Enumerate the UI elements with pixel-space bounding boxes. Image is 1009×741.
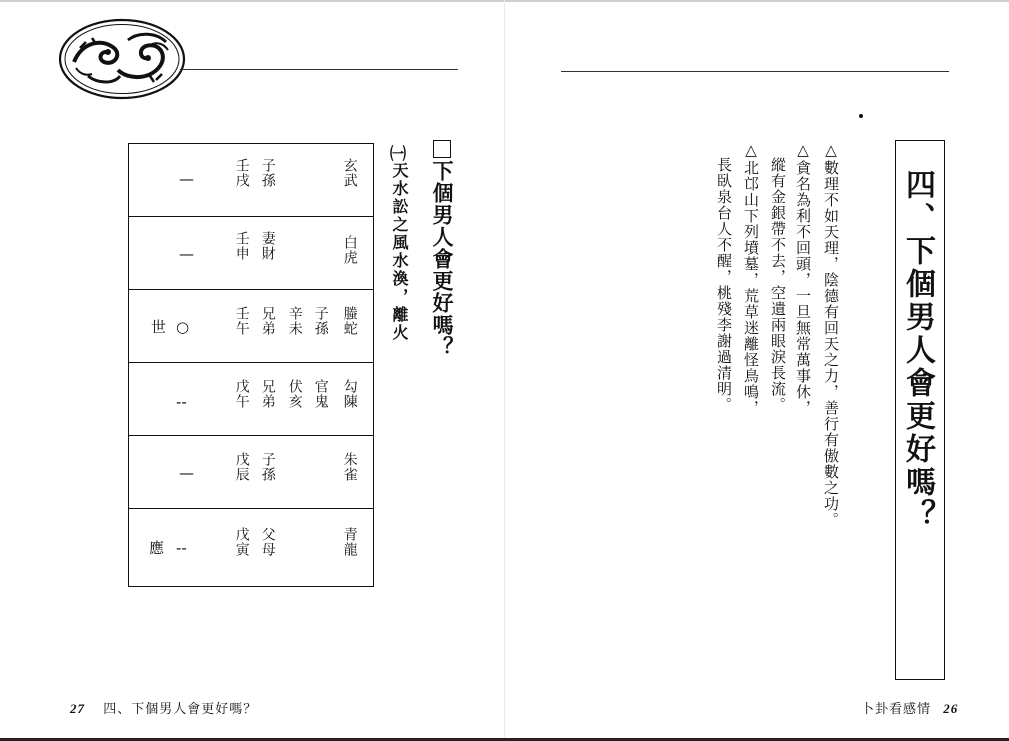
right-header-rule [561,71,949,72]
sub-title [390,146,408,342]
relation: 兄弟 [259,379,276,409]
bullet-dot [859,114,863,118]
six-spirit: 朱雀 [341,452,358,482]
right-page-footer [861,698,958,717]
right-running-title: 卜卦看感情 [861,701,932,716]
left-running-title: 四、下個男人會更好嗎？ [103,701,258,716]
left-page-footer [70,698,257,717]
section-marker-box [433,140,451,158]
yao-line: — [179,170,194,188]
relation: 父母 [259,527,276,557]
hidden-stem-branch: 辛未 [286,306,303,336]
hidden-relation: 官鬼 [312,379,329,409]
moving-yao-circle: ○ [176,318,190,336]
page-gutter [504,0,505,741]
hexagram-table [128,143,374,587]
relation: 兄弟 [259,306,276,336]
six-spirit: 白虎 [341,235,358,265]
chapter-title: 四、下個男人會更好嗎？ [900,169,935,532]
verse-3: 縱有金銀帶不去，空遺兩眼淚長流。 [769,141,787,413]
verse-2: △貪名為利不回頭，一旦無常萬事休， [794,141,812,416]
verse-1: △數理不如天理，陰德有回天之力，善行有傲數之功。 [822,141,840,528]
hexagram-row [129,436,373,509]
relation: 妻財 [259,231,276,261]
left-page-number: 27 [70,701,85,716]
stem-branch: 戊寅 [233,527,250,557]
stem-branch: 壬午 [233,306,250,336]
six-spirit: 青龍 [341,527,358,557]
six-spirit: 玄武 [341,158,358,188]
hidden-stem-branch: 伏亥 [286,379,303,409]
relation: 子孫 [259,158,276,188]
hidden-relation: 子孫 [312,306,329,336]
verse-4: △北邙山下列墳墓，荒草迷離怪鳥鳴， [742,141,760,416]
sub-number: ㈠ [390,144,409,163]
response-marker: 應 [149,539,165,557]
six-spirit: 勾陳 [341,379,358,409]
relation: 子孫 [259,452,276,482]
stem-branch: 壬戌 [233,158,250,188]
verse-5: 長臥泉台人不醒，桃殘李謝過清明。 [715,141,733,413]
yao-line: — [179,245,194,263]
world-marker: 世 [151,318,167,336]
hexagram-row [129,363,373,436]
yin-yao-line: -- [176,393,187,411]
left-header-rule [180,69,458,70]
hexagram-row [129,217,373,290]
yao-line: — [179,464,194,482]
section-title: 下個男人會更好嗎？ [430,160,455,358]
hexagram-row [129,509,373,585]
hexagram-row [129,290,373,363]
dragon-emblem-icon [58,18,186,100]
stem-branch: 壬申 [233,231,250,261]
chapter-title-box [895,140,945,680]
six-spirit: 螣蛇 [341,306,358,336]
stem-branch: 戊午 [233,379,250,409]
sub-title-text: 天水訟之風水渙，離火 [390,162,409,342]
stem-branch: 戊辰 [233,452,250,482]
hexagram-row [129,144,373,217]
right-page-number: 26 [943,701,959,716]
yin-yao-line: -- [176,539,187,557]
